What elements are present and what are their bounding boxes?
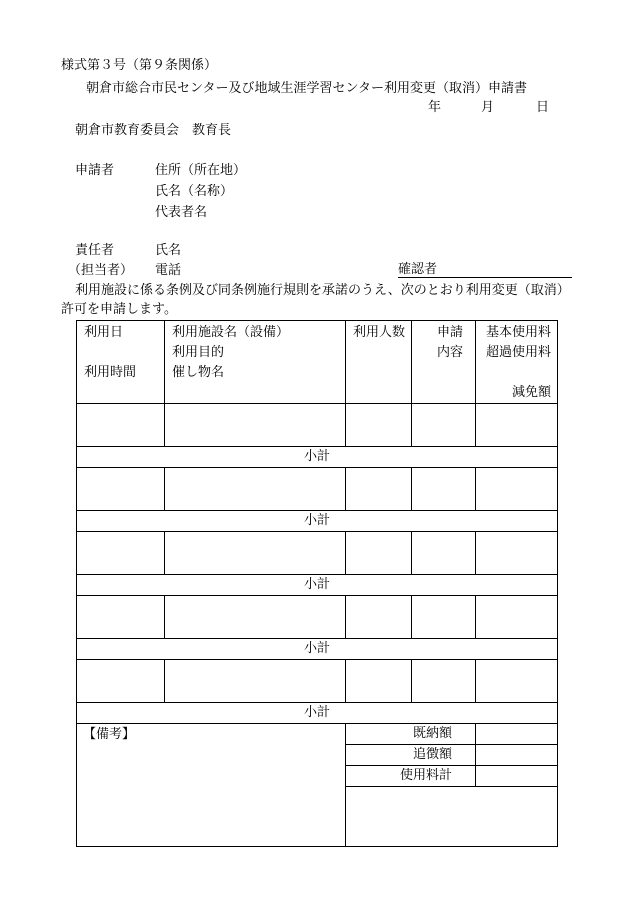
usage-table: [76, 320, 558, 847]
responsible-name-label: 氏名: [155, 243, 182, 258]
applicant-representative-label: 代表者名: [155, 205, 208, 220]
table-row: [77, 596, 558, 639]
applicant-address-label: 住所（所在地）: [155, 163, 247, 178]
header-discount: 減免額: [511, 385, 551, 400]
people-cell[interactable]: [346, 404, 412, 447]
applicant-name-label: 氏名（名称）: [155, 184, 234, 199]
fee-cell[interactable]: [476, 660, 558, 703]
remarks-cell[interactable]: [77, 724, 346, 847]
addressee: 朝倉市教育委員会 教育長: [75, 123, 232, 138]
fee-cell[interactable]: [476, 532, 558, 575]
request-cell[interactable]: [412, 532, 476, 575]
subtotal-label: 小計: [77, 639, 558, 660]
header-facility-name: 利用施設名（設備）: [172, 325, 290, 340]
date-cell[interactable]: [77, 404, 165, 447]
table-row: [77, 468, 558, 511]
facility-cell[interactable]: [165, 468, 346, 511]
additional-label: 追徴額: [346, 745, 476, 766]
facility-cell[interactable]: [165, 660, 346, 703]
header-time: 利用時間: [84, 365, 137, 380]
date-cell[interactable]: [77, 660, 165, 703]
header-date: 利用日: [84, 325, 124, 340]
subtotal-label: 小計: [77, 447, 558, 468]
subtotal-label: 小計: [77, 703, 558, 724]
request-cell[interactable]: [412, 404, 476, 447]
request-cell[interactable]: [412, 660, 476, 703]
subtotal-label: 小計: [77, 511, 558, 532]
confirmer-label: 確認者: [398, 262, 438, 277]
people-cell[interactable]: [346, 596, 412, 639]
people-cell[interactable]: [346, 468, 412, 511]
responsible-phone-label: 電話: [155, 263, 182, 278]
responsible-label-sub: （担当者）: [68, 263, 134, 278]
paid-label: 既納額: [346, 724, 476, 745]
remarks-blank-area: [346, 787, 558, 847]
applicant-label: 申請者: [75, 163, 115, 178]
facility-cell[interactable]: [165, 404, 346, 447]
header-people: 利用人数: [346, 321, 412, 404]
statement-line-2: 許可を申請します。: [61, 302, 177, 317]
header-purpose: 利用目的: [172, 345, 225, 360]
table-row: [77, 660, 558, 703]
header-facility: [165, 321, 346, 404]
total-fee-label: 使用料計: [346, 766, 476, 787]
subtotal-row: [77, 447, 558, 468]
header-fees: [476, 321, 558, 404]
statement-line-1: 利用施設に係る条例及び同条例施行規則を承諾のうえ、次のとおり利用変更（取消）: [75, 283, 570, 298]
form-number: 様式第３号（第９条関係）: [61, 58, 218, 73]
header-request: 申請 内容: [412, 321, 476, 404]
people-cell[interactable]: [346, 660, 412, 703]
subtotal-row: [77, 639, 558, 660]
fee-cell[interactable]: [476, 596, 558, 639]
date-cell[interactable]: [77, 596, 165, 639]
date-cell[interactable]: [77, 532, 165, 575]
date-cell[interactable]: [77, 468, 165, 511]
header-extra-fee: 超過使用料: [485, 345, 551, 360]
table-row: [77, 404, 558, 447]
date-year-label: 年: [428, 100, 442, 115]
header-basic-fee: 基本使用料: [485, 325, 551, 340]
subtotal-row: [77, 511, 558, 532]
date-month-label: 月: [481, 100, 495, 115]
paid-value-cell[interactable]: [476, 724, 558, 745]
fee-cell[interactable]: [476, 468, 558, 511]
subtotal-row: [77, 575, 558, 596]
additional-value-cell[interactable]: [476, 745, 558, 766]
responsible-label: 責任者: [75, 243, 115, 258]
facility-cell[interactable]: [165, 596, 346, 639]
date-day-label: 日: [536, 100, 550, 115]
fee-cell[interactable]: [476, 404, 558, 447]
header-date-time: [77, 321, 165, 404]
total-fee-value-cell[interactable]: [476, 766, 558, 787]
remarks-label: 【備考】: [83, 727, 136, 742]
form-title: 朝倉市総合市民センター及び地域生涯学習センター利用変更（取消）申請書: [86, 81, 527, 96]
confirmer-field: [398, 262, 572, 278]
subtotal-row: [77, 703, 558, 724]
request-cell[interactable]: [412, 468, 476, 511]
people-cell[interactable]: [346, 532, 412, 575]
paid-row: [77, 724, 558, 745]
facility-cell[interactable]: [165, 532, 346, 575]
subtotal-label: 小計: [77, 575, 558, 596]
request-cell[interactable]: [412, 596, 476, 639]
header-event: 催し物名: [172, 365, 225, 380]
table-header-row: [77, 321, 558, 404]
table-row: [77, 532, 558, 575]
